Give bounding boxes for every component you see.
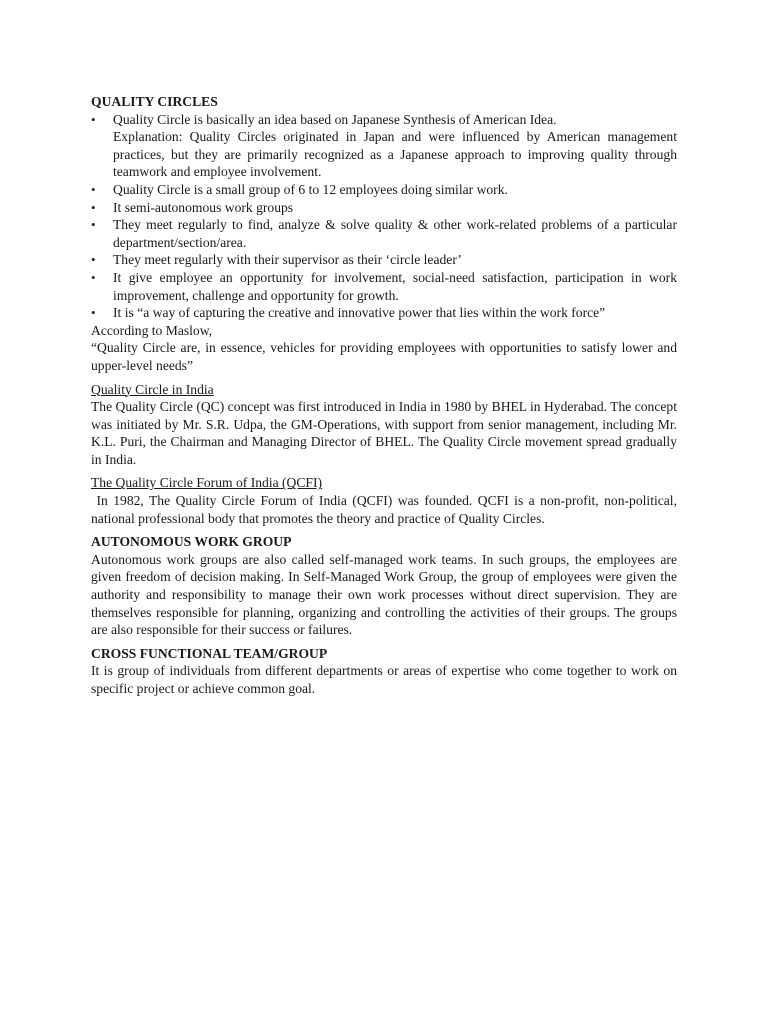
quality-circles-list-continued: [91, 181, 677, 322]
qcfi-heading: The Quality Circle Forum of India (QCFI): [91, 475, 323, 491]
bullet-text: It give employee an opportunity for involvement, social-need satisfaction, participation in work improvement, challenge and opportunity for growth.: [113, 269, 677, 303]
bullet-icon: •: [91, 305, 96, 321]
list-item: [91, 111, 677, 129]
awg-body: Autonomous work groups are also called self-managed work teams. In such groups, the employees are given freedom of decision making. In Self-Managed Work Group, the group of employees were given the authority and responsibility to manage their own work processes without direct supervision. They are themselves responsible for planning, organizing and controlling the activities of their groups. The groups are also responsible for their success or failures.: [91, 551, 677, 638]
bullet-icon: •: [91, 199, 96, 215]
list-item: [91, 181, 677, 199]
qc-india-heading: Quality Circle in India: [91, 381, 214, 397]
quality-circles-list: [91, 111, 677, 129]
awg-section: [91, 533, 677, 639]
cft-body: It is group of individuals from different departments or areas of expertise who come together to work on specific project or achieve common goal.: [91, 663, 677, 696]
cft-section: [91, 645, 677, 698]
qc-india-section: [91, 381, 677, 469]
bullet-text: It semi-autonomous work groups: [113, 199, 294, 215]
bullet-text: They meet regularly with their supervisor as their ‘circle leader’: [113, 252, 462, 268]
bullet-icon: •: [91, 181, 96, 197]
list-item: [91, 269, 677, 304]
qcfi-body: In 1982, The Quality Circle Forum of India (QCFI) was founded. QCFI is a non-profit, non-political, national professional body that promotes the theory and practice of Quality Circles.: [91, 493, 681, 526]
bullet-icon: •: [91, 252, 96, 268]
qc-india-body: The Quality Circle (QC) concept was first introduced in India in 1980 by BHEL in Hyderabad. The concept was initiated by Mr. S.R. Udpa, the GM-Operations, with support from senior management, including Mr. K.L. Puri, the Chairman and Managing Director of BHEL. The Quality Circle movement spread gradually in India.: [91, 399, 677, 467]
awg-heading: AUTONOMOUS WORK GROUP: [91, 534, 292, 550]
explanation-paragraph: Explanation: Quality Circles originated in Japan and were influenced by American management practices, but they are primarily recognized as a Japanese approach to improving quality through teamwork and employee involvement.: [113, 129, 677, 180]
list-item: [91, 251, 677, 269]
cft-heading: CROSS FUNCTIONAL TEAM/GROUP: [91, 645, 328, 661]
bullet-text: Quality Circle is basically an idea based on Japanese Synthesis of American Idea.: [113, 111, 557, 127]
bullet-text: Quality Circle is a small group of 6 to 12 employees doing similar work.: [113, 181, 508, 197]
list-item: [91, 216, 677, 251]
maslow-quote: “Quality Circle are, in essence, vehicles for providing employees with opportunities to satisfy lower and upper-level needs”: [91, 340, 677, 373]
bullet-icon: •: [91, 217, 96, 233]
bullet-text: It is “a way of capturing the creative and innovative power that lies within the work force”: [113, 305, 606, 321]
bullet-icon: •: [91, 111, 96, 127]
document-page: [91, 93, 681, 698]
qcfi-section: [91, 474, 681, 527]
bullet-text: They meet regularly to find, analyze & solve quality & other work-related problems of a particular department/section/area.: [113, 217, 677, 250]
list-item: [91, 304, 677, 322]
list-item: [91, 199, 677, 217]
bullet-icon: •: [91, 269, 96, 285]
maslow-intro: According to Maslow,: [91, 322, 213, 338]
quality-circles-heading: QUALITY CIRCLES: [91, 94, 218, 109]
